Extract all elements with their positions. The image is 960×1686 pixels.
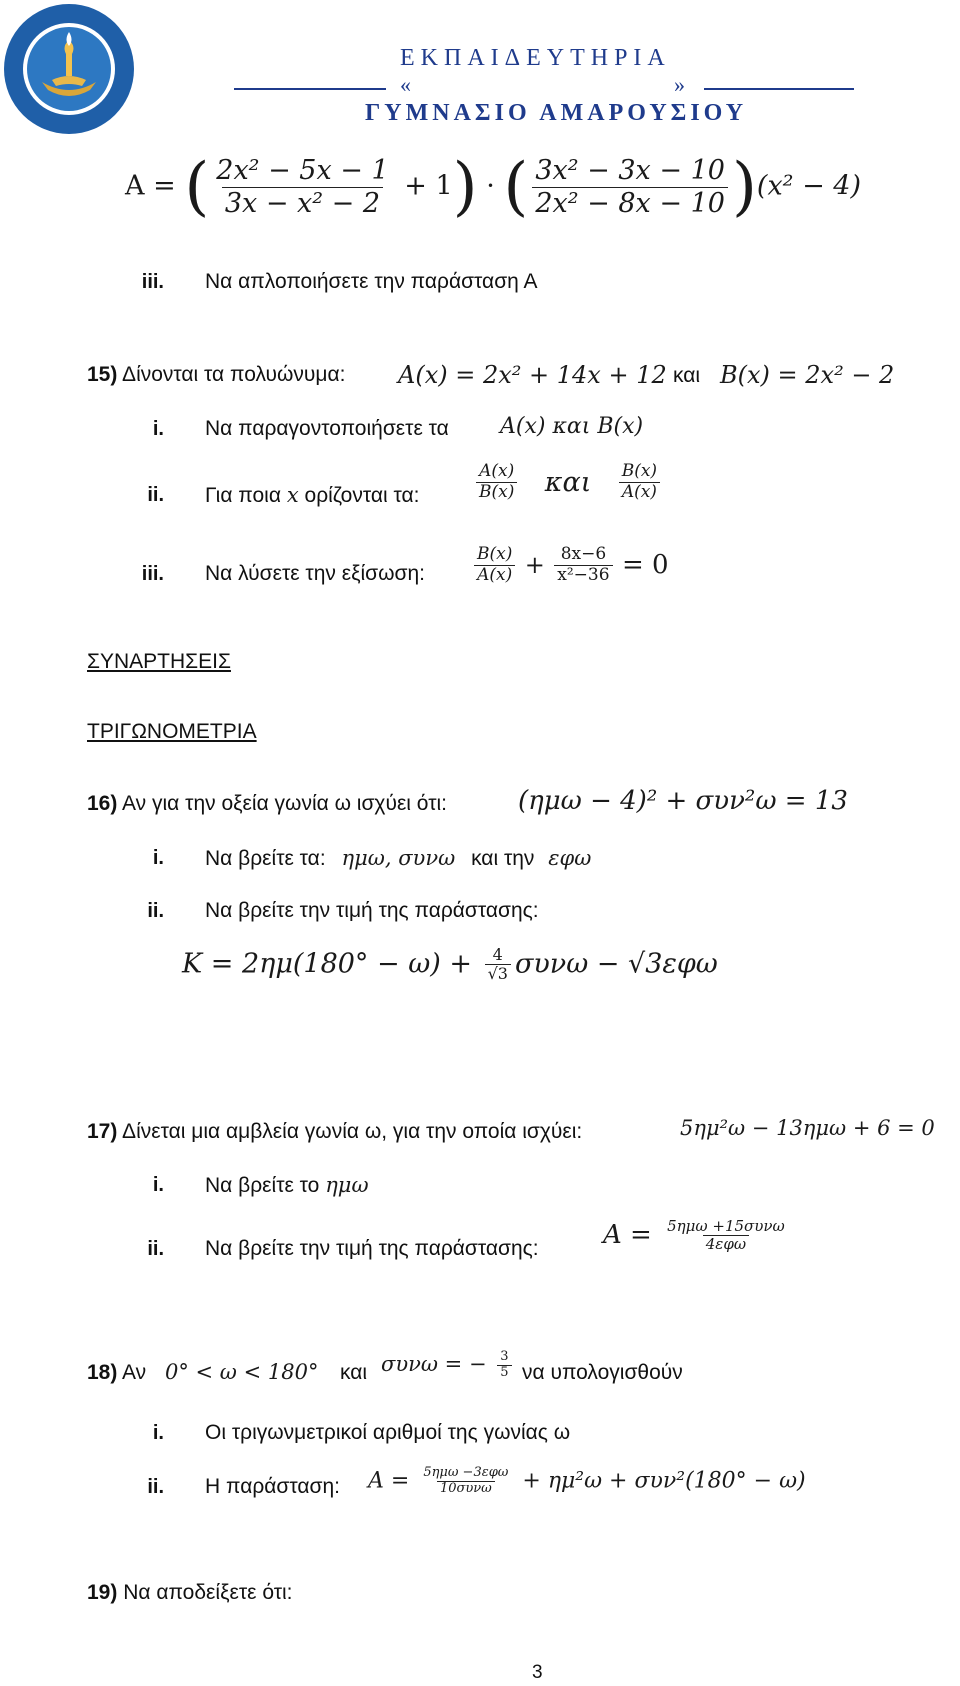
question-15 [87, 362, 345, 388]
school-title: ΕΚΠΑΙΔΕΥΤΗΡΙΑ [400, 45, 671, 71]
item-text: Να λύσετε την εξίσωση: [205, 562, 426, 585]
school-logo [2, 2, 136, 136]
item-label: ii. [147, 1476, 164, 1498]
item-label: i. [152, 418, 164, 440]
formula-ax: A(x) = 2x² + 14x + 12 [398, 361, 667, 389]
item-text: Οι τριγωνμετρικοί αριθμοί της γωνίας ω [205, 1421, 571, 1444]
quote-close: » [674, 72, 685, 97]
question-number: 15) [87, 363, 118, 386]
formula-quadratic: 5ημ²ω − 13ημω + 6 = 0 [680, 1116, 935, 1140]
item-label: iii. [141, 271, 164, 293]
item-text: Για ποια x ορίζονται τα: [205, 483, 420, 507]
item-text: να υπολογισθούν [522, 1361, 683, 1384]
page-number: 3 [532, 1662, 543, 1683]
item-text: Να βρείτε το ημω [205, 1173, 369, 1197]
question-16: 16) Αν για την οξεία γωνία ω ισχύει ότι: [87, 792, 447, 815]
and-text: και [673, 364, 701, 387]
formula-a: A = ( $\frac{\text{2x² − 5x − 1}}{\text{3x − x² − 2}}$ + 1) · ( $\frac{\text{3x² − 3x − 10}}{\text{2x² − 8x − 10}}$ )(x² − 4) [125, 150, 861, 224]
item-text: Να βρείτε τα: ημω, συνω και την εφω [205, 846, 592, 870]
header-divider-right [704, 88, 854, 90]
formula-bx: B(x) = 2x² − 2 [720, 361, 895, 389]
question-19: 19) Να αποδείξετε ότι: [87, 1581, 293, 1604]
formula-equation: $\frac{B(x)}{A(x)}$ + $\frac{8x-6}{\text{x²−36}}$ = 0 [470, 545, 669, 585]
question-17: 17) Δίνεται μια αμβλεία γωνία ω, για την οποία ισχύει: [87, 1120, 583, 1143]
formula-k: K = 2ημ(180° − ω) + $\frac{4}{√3}$ συνω − √3εφω [182, 945, 718, 984]
item-label: i. [152, 847, 164, 869]
school-subtitle: ΓΥΜΝΑΣΙΟ ΑΜΑΡΟΥΣΙΟΥ [365, 100, 748, 126]
formula-ax-bx: A(x) και B(x) [500, 414, 644, 439]
item-label: i. [152, 1422, 164, 1444]
section-heading-trig: ΤΡΙΓΩΝΟΜΕΤΡΙΑ [87, 720, 257, 743]
question-text: Δίνονται τα πολυώνυμα: [122, 363, 346, 386]
formula-ratios: $\frac{A(x)}{B(x)}$ και $\frac{B(x)}{A(x)}$ [472, 462, 664, 502]
quote-open: « [400, 72, 411, 97]
item-label: i. [152, 1174, 164, 1196]
item-label: ii. [147, 484, 164, 506]
item-text: Η παράσταση: [205, 1475, 340, 1498]
item-text: Να βρείτε την τιμή της παράστασης: [205, 1237, 539, 1260]
formula-range: 0° < ω < 180° [165, 1360, 319, 1384]
header-divider-left [234, 88, 386, 90]
item-label: ii. [147, 900, 164, 922]
formula-condition: (ημω − 4)² + συν²ω = 13 [518, 786, 848, 816]
section-heading-functions: ΣΥΝΑΡΤΗΣΕΙΣ [87, 650, 231, 673]
formula-a18: A = $\frac{\text{5ημω −3εφω}}{\text{10συνω}}$ + ημ²ω + συν²(180° − ω) [368, 1465, 806, 1496]
question-18: 18) Αν [87, 1361, 147, 1384]
formula-a17: A = $\frac{\text{5ημω +15συνω}}{\text{4εφω}}$ [603, 1217, 785, 1254]
item-label: ii. [147, 1238, 164, 1260]
item-text: Να βρείτε την τιμή της παράστασης: [205, 899, 539, 922]
item-text: Να απλοποιήσετε την παράσταση Α [205, 270, 538, 293]
formula-cos: συνω = − $\frac{3}{5}$ [381, 1350, 516, 1381]
item-label: iii. [141, 563, 164, 585]
and-text: και [340, 1361, 368, 1384]
item-text: Να παραγοντοποιήσετε τα [205, 417, 449, 440]
